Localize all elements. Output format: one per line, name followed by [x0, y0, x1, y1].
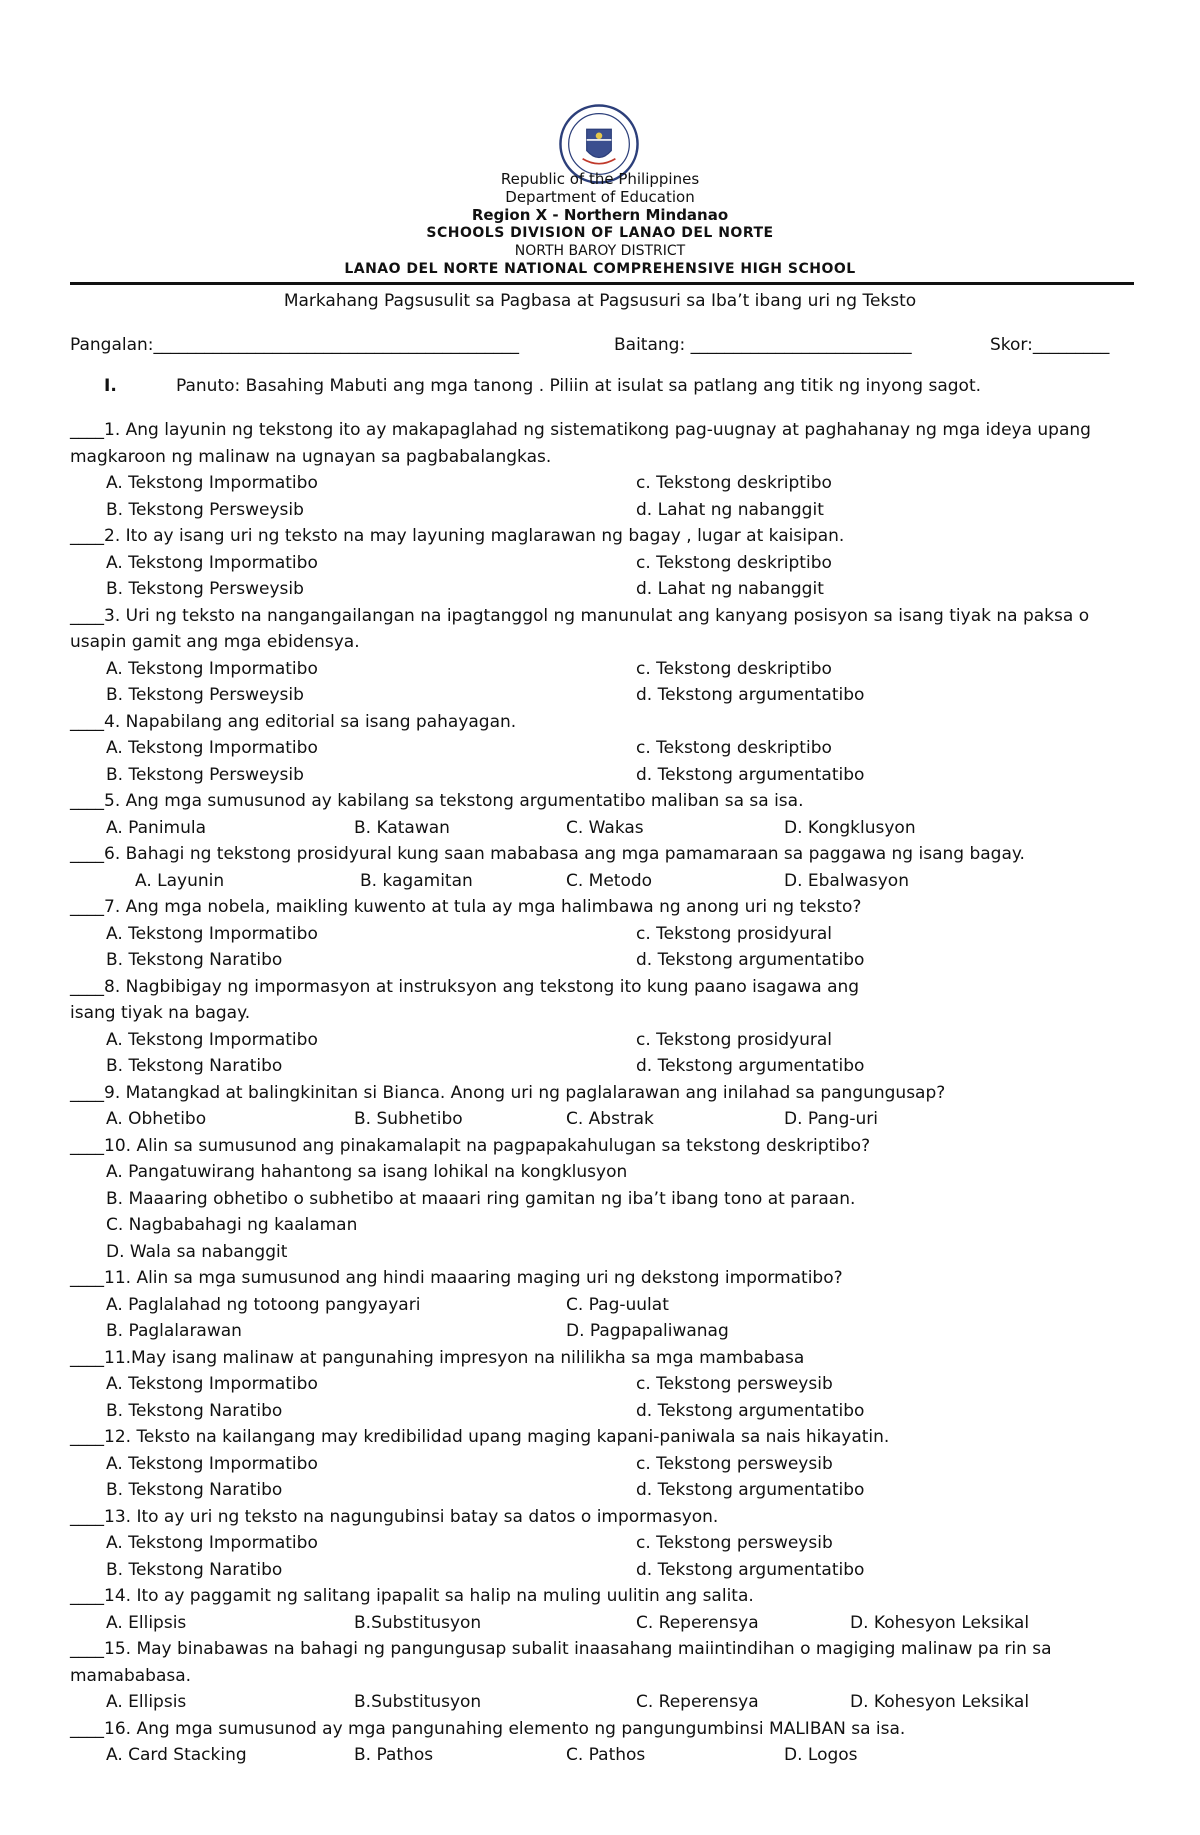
- question-text: magkaroon ng malinaw na ugnayan sa pagbabalangkas.: [70, 446, 552, 467]
- answer-option: C. Pag-uulat: [566, 1294, 669, 1315]
- answer-option: D. Kohesyon Leksikal: [850, 1612, 1030, 1633]
- question: [70, 709, 1150, 789]
- question: [70, 523, 1150, 603]
- question: [70, 974, 1150, 1080]
- answer-option: c. Tekstong prosidyural: [636, 1029, 832, 1050]
- answer-option: D. Pagpapaliwanag: [566, 1321, 729, 1341]
- answer-option: D. Kongklusyon: [784, 817, 916, 838]
- answer-option: c. Tekstong deskriptibo: [636, 658, 832, 679]
- answer-option: D. Wala sa nabanggit: [106, 1241, 288, 1262]
- answer-option: A. Tekstong Impormatibo: [106, 738, 318, 758]
- question-text: ____4. Napabilang ang editorial sa isang pahayagan.: [70, 711, 517, 732]
- answer-option: c. Tekstong deskriptibo: [636, 473, 832, 493]
- letterhead: [0, 170, 1200, 278]
- question: [70, 1133, 1150, 1266]
- answer-option: A. Ellipsis: [106, 1692, 187, 1712]
- answer-option: A. Tekstong Impormatibo: [106, 923, 318, 944]
- answer-option: B. kagamitan: [360, 870, 473, 891]
- question-text: ____8. Nagbibigay ng impormasyon at instruksyon ang tekstong ito kung paano isagawa ang: [70, 976, 860, 997]
- question-text: ____13. Ito ay uri ng teksto na nagungubinsi batay sa datos o impormasyon.: [70, 1506, 719, 1527]
- answer-option: B. Tekstong Persweysib: [106, 499, 304, 520]
- header-divider: [70, 282, 1134, 285]
- answer-option: C. Reperensya: [636, 1612, 759, 1633]
- question-text: ____3. Uri ng teksto na nangangailangan na ipagtanggol ng manunulat ang kanyang posisyon sa isang tiyak na paksa o: [70, 605, 1090, 626]
- answer-option: d. Tekstong argumentatibo: [636, 764, 865, 785]
- question-text: ____11.May isang malinaw at pangunahing impresyon na nililikha sa mga mambabasa: [70, 1347, 805, 1368]
- answer-option: A. Layunin: [135, 870, 225, 891]
- answer-option: B.Substitusyon: [354, 1612, 482, 1633]
- answer-option: C. Reperensya: [636, 1692, 759, 1712]
- answer-option: d. Lahat ng nabanggit: [636, 499, 824, 520]
- answer-option: c. Tekstong deskriptibo: [636, 552, 832, 573]
- answer-option: B. Maaaring obhetibo o subhetibo at maaari ring gamitan ng iba’t ibang tono at paraan.: [106, 1188, 856, 1209]
- header-line-2: Department of Education: [505, 188, 695, 206]
- question: [70, 1265, 1150, 1345]
- answer-option: A. Tekstong Impormatibo: [106, 1029, 318, 1050]
- answer-option: B. Tekstong Persweysib: [106, 764, 304, 785]
- answer-option: B. Katawan: [354, 817, 450, 838]
- question: [70, 417, 1150, 523]
- answer-option: A. Tekstong Impormatibo: [106, 473, 318, 493]
- answer-option: B. Tekstong Naratibo: [106, 950, 283, 970]
- answer-option: C. Pathos: [566, 1745, 646, 1765]
- header-line-4: SCHOOLS DIVISION OF LANAO DEL NORTE: [426, 225, 774, 241]
- answer-option: c. Tekstong deskriptibo: [636, 738, 832, 758]
- answer-option: D. Ebalwasyon: [784, 870, 909, 891]
- question-text: ____12. Teksto na kailangang may kredibilidad upang maging kapani-paniwala sa nais hikayatin.: [70, 1427, 890, 1447]
- answer-option: A. Tekstong Impormatibo: [106, 1374, 318, 1394]
- answer-option: A. Tekstong Impormatibo: [106, 552, 318, 573]
- answer-option: A. Card Stacking: [106, 1745, 247, 1765]
- answer-option: B. Tekstong Persweysib: [106, 685, 304, 705]
- exam-title: Markahang Pagsusulit sa Pagbasa at Pagsusuri sa Iba’t ibang uri ng Teksto: [283, 291, 917, 311]
- answer-option: B. Tekstong Naratibo: [106, 1480, 283, 1500]
- header-line-1: Republic of the Philippines: [500, 170, 700, 188]
- answer-option: d. Tekstong argumentatibo: [636, 1400, 865, 1421]
- question-text: ____10. Alin sa sumusunod ang pinakamalapit na pagpapakahulugan sa tekstong deskriptibo?: [70, 1135, 871, 1156]
- answer-option: D. Pang-uri: [784, 1109, 878, 1129]
- grade-field: Baitang: __________________________: [614, 335, 912, 355]
- question: [70, 788, 1150, 841]
- answer-option: A. Panimula: [106, 817, 207, 838]
- answer-option: C. Wakas: [566, 817, 644, 838]
- question: [70, 1080, 1150, 1133]
- answer-option: d. Tekstong argumentatibo: [636, 685, 865, 705]
- question-text: ____16. Ang mga sumusunod ay mga pangunahing elemento ng pangungumbinsi MALIBAN sa isa.: [70, 1718, 906, 1739]
- header-line-3: Region X - Northern Mindanao: [471, 206, 729, 224]
- answer-option: c. Tekstong persweysib: [636, 1453, 833, 1474]
- answer-option: D. Logos: [784, 1745, 858, 1765]
- question-text: ____2. Ito ay isang uri ng teksto na may layuning maglarawan ng bagay , lugar at kaisipan.: [70, 526, 845, 546]
- answer-option: d. Tekstong argumentatibo: [636, 1056, 865, 1076]
- answer-option: B. Tekstong Naratibo: [106, 1056, 283, 1076]
- question: [70, 1504, 1150, 1584]
- question-text: ____5. Ang mga sumusunod ay kabilang sa tekstong argumentatibo maliban sa sa isa.: [70, 791, 804, 811]
- question-text: ____9. Matangkad at balingkinitan si Bianca. Anong uri ng paglalarawan ang inilahad sa pangungusap?: [70, 1082, 946, 1103]
- header-line-6: LANAO DEL NORTE NATIONAL COMPREHENSIVE HIGH SCHOOL: [344, 261, 856, 277]
- answer-option: C. Metodo: [566, 870, 653, 891]
- answer-option: B.Substitusyon: [354, 1692, 482, 1712]
- answer-option: A. Obhetibo: [106, 1109, 207, 1129]
- score-field: Skor:_________: [990, 335, 1110, 355]
- answer-option: A. Tekstong Impormatibo: [106, 658, 318, 679]
- answer-option: B. Tekstong Naratibo: [106, 1400, 283, 1421]
- question: [70, 1424, 1150, 1504]
- answer-option: D. Kohesyon Leksikal: [850, 1692, 1030, 1712]
- question-text: ____6. Bahagi ng tekstong prosidyural kung saan mababasa ang mga pamamaraan sa paggawa ng isang bagay.: [70, 844, 1025, 864]
- section-number: I.: [104, 376, 117, 396]
- answer-option: B. Paglalarawan: [106, 1321, 242, 1341]
- answer-option: B. Subhetibo: [354, 1109, 463, 1129]
- answer-option: A. Ellipsis: [106, 1612, 187, 1633]
- question: [70, 894, 1150, 974]
- question: [70, 1716, 1150, 1769]
- answer-option: d. Tekstong argumentatibo: [636, 1480, 865, 1500]
- question-text: isang tiyak na bagay.: [70, 1003, 251, 1023]
- header-line-5: NORTH BAROY DISTRICT: [514, 243, 686, 259]
- question: [70, 841, 1150, 894]
- answer-option: A. Pangatuwirang hahantong sa isang lohikal na kongklusyon: [106, 1162, 628, 1182]
- answer-option: c. Tekstong persweysib: [636, 1533, 833, 1553]
- question: [70, 1345, 1150, 1425]
- answer-option: A. Tekstong Impormatibo: [106, 1533, 318, 1553]
- name-field: Pangalan:___________________________________________: [70, 335, 520, 355]
- question-text: ____1. Ang layunin ng tekstong ito ay makapaglahad ng sistematikong pag-uugnay at paghahanay ng mga ideya upang: [70, 420, 1091, 440]
- question: [70, 603, 1150, 709]
- question-text: usapin gamit ang mga ebidensya.: [70, 632, 360, 652]
- answer-option: B. Tekstong Naratibo: [106, 1559, 283, 1580]
- answer-option: B. Tekstong Persweysib: [106, 579, 304, 599]
- answer-option: C. Nagbabahagi ng kaalaman: [106, 1215, 358, 1235]
- question: [70, 1636, 1150, 1716]
- question: [70, 1583, 1150, 1636]
- answer-option: A. Tekstong Impormatibo: [106, 1453, 318, 1474]
- question-text: ____7. Ang mga nobela, maikling kuwento at tula ay mga halimbawa ng anong uri ng teksto?: [70, 897, 862, 917]
- answer-option: d. Tekstong argumentatibo: [636, 950, 865, 970]
- question-text: ____15. May binabawas na bahagi ng pangungusap subalit inaasahang maiintindihan o magiging malinaw pa rin sa: [70, 1639, 1052, 1659]
- answer-option: c. Tekstong prosidyural: [636, 923, 832, 944]
- answer-option: A. Paglalahad ng totoong pangyayari: [106, 1294, 421, 1315]
- question-text: ____11. Alin sa mga sumusunod ang hindi maaaring maging uri ng dekstong impormatibo?: [70, 1268, 843, 1288]
- answer-option: d. Lahat ng nabanggit: [636, 579, 824, 599]
- instruction-text: Panuto: Basahing Mabuti ang mga tanong . Piliin at isulat sa patlang ang titik ng inyong sagot.: [176, 376, 982, 396]
- answer-option: B. Pathos: [354, 1745, 434, 1765]
- question-text: ____14. Ito ay paggamit ng salitang ipapalit sa halip na muling uulitin ang salita.: [70, 1586, 754, 1606]
- answer-option: c. Tekstong persweysib: [636, 1374, 833, 1394]
- answer-option: d. Tekstong argumentatibo: [636, 1559, 865, 1580]
- question-text: mamababasa.: [70, 1665, 192, 1686]
- answer-option: C. Abstrak: [566, 1109, 654, 1129]
